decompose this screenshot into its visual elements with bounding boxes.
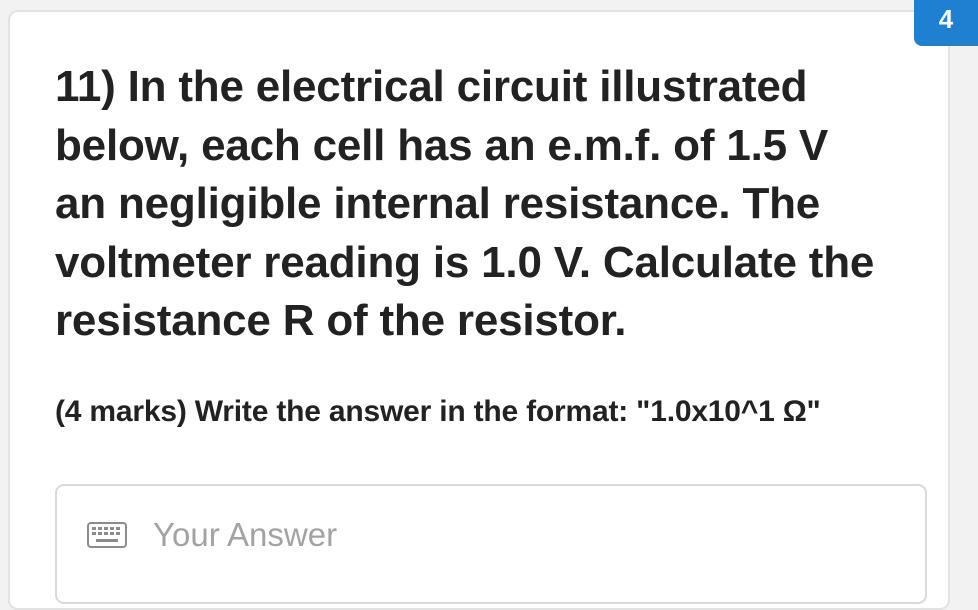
question-card [8,10,950,610]
keyboard-icon [87,522,127,548]
question-number-badge: 4 [914,0,978,46]
answer-format-instructions: (4 marks) Write the answer in the format: "1.0x10^1 Ω" [55,395,821,428]
answer-field[interactable] [55,484,927,604]
answer-input[interactable] [153,512,853,558]
question-text: 11) In the electrical circuit illustrated below, each cell has an e.m.f. of 1.5 V an negligible internal resistance. The voltmeter reading is 1.0 V. Calculate the resistance R of the resistor. [55,62,875,345]
